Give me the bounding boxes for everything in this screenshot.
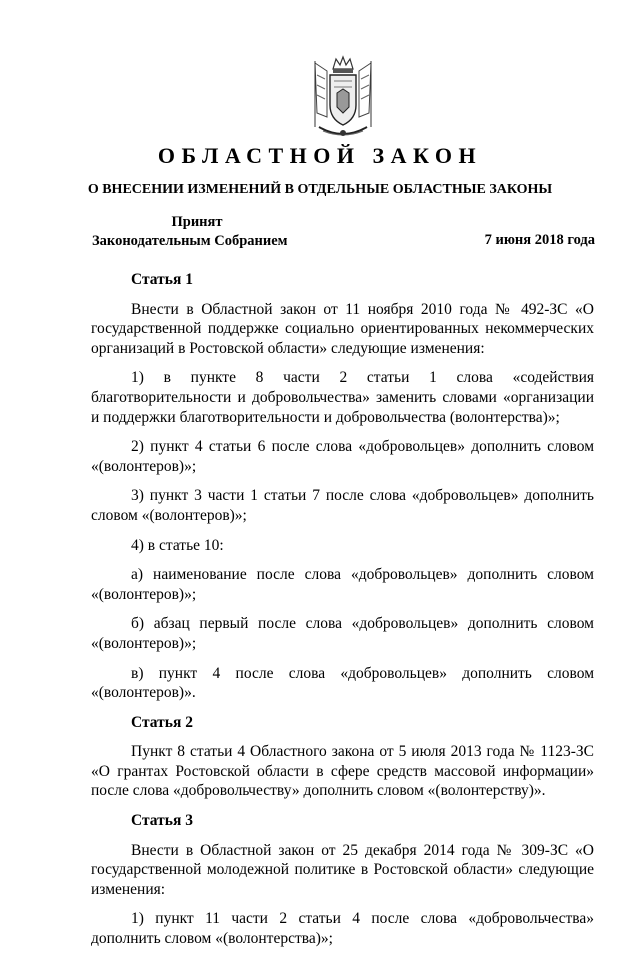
adopted-by: Законодательным Собранием: [92, 233, 288, 249]
adopted-label: Принят: [171, 214, 223, 230]
paragraph: 4) в статье 10:: [131, 536, 224, 554]
adoption-date: 7 июня 2018 года: [484, 232, 595, 248]
article-heading: Статья 1: [131, 271, 193, 288]
paragraph: б) абзац первый после слова «добровольцев» дополнить словом «(волонтеров)»;: [91, 615, 594, 652]
law-body: [91, 270, 594, 959]
paragraph: в) пункт 4 после слова «добровольцев» дополнить словом «(волонтеров)».: [91, 664, 594, 702]
law-title: ОБЛАСТНОЙ ЗАКОН: [157, 143, 483, 168]
paragraph: 1) в пункте 8 части 2 статьи 1 слова «содействия благотворительности и добровольчества» заменить словами «организации и поддержки благотворительности и добровольчества (волонтерства)»;: [91, 369, 594, 426]
paragraph: Внести в Областной закон от 25 декабря 2014 года № 309-ЗС «О государственной молодежной политике в Ростовской области» следующие изменения:: [91, 841, 594, 898]
paragraph: Пункт 8 статьи 4 Областного закона от 5 июля 2013 года № 1123-ЗС «О грантах Ростовской области в сфере средств массовой информации» после слова «добровольчеству» дополнить словом «(волонтерству)».: [91, 743, 594, 800]
paragraph: Внести в Областной закон от 11 ноября 2010 года № 492-ЗС «О государственной поддержке социально ориентированных некоммерческих организаций в Ростовской области» следующие изменения:: [91, 300, 594, 357]
article-heading: Статья 3: [131, 812, 193, 830]
paragraph: 3) пункт 3 части 1 статьи 7 после слова «добровольцев» дополнить словом «(волонтеров)»;: [91, 487, 594, 524]
paragraph: 2) пункт 4 статьи 6 после слова «добровольцев» дополнить словом «(волонтеров)»;: [91, 438, 594, 475]
law-subtitle: О ВНЕСЕНИИ ИЗМЕНЕНИЙ В ОТДЕЛЬНЫЕ ОБЛАСТНЫЕ ЗАКОНЫ: [87, 182, 553, 197]
adoption-info: [92, 213, 302, 251]
article-heading: Статья 2: [131, 713, 193, 731]
coat-of-arms-icon: [307, 55, 379, 141]
paragraph: 1) пункт 11 части 2 статьи 4 после слова «добровольчества» дополнить словом «(волонтерства)»;: [91, 910, 594, 948]
paragraph: а) наименование после слова «добровольцев» дополнить словом «(волонтеров)»;: [91, 566, 594, 603]
